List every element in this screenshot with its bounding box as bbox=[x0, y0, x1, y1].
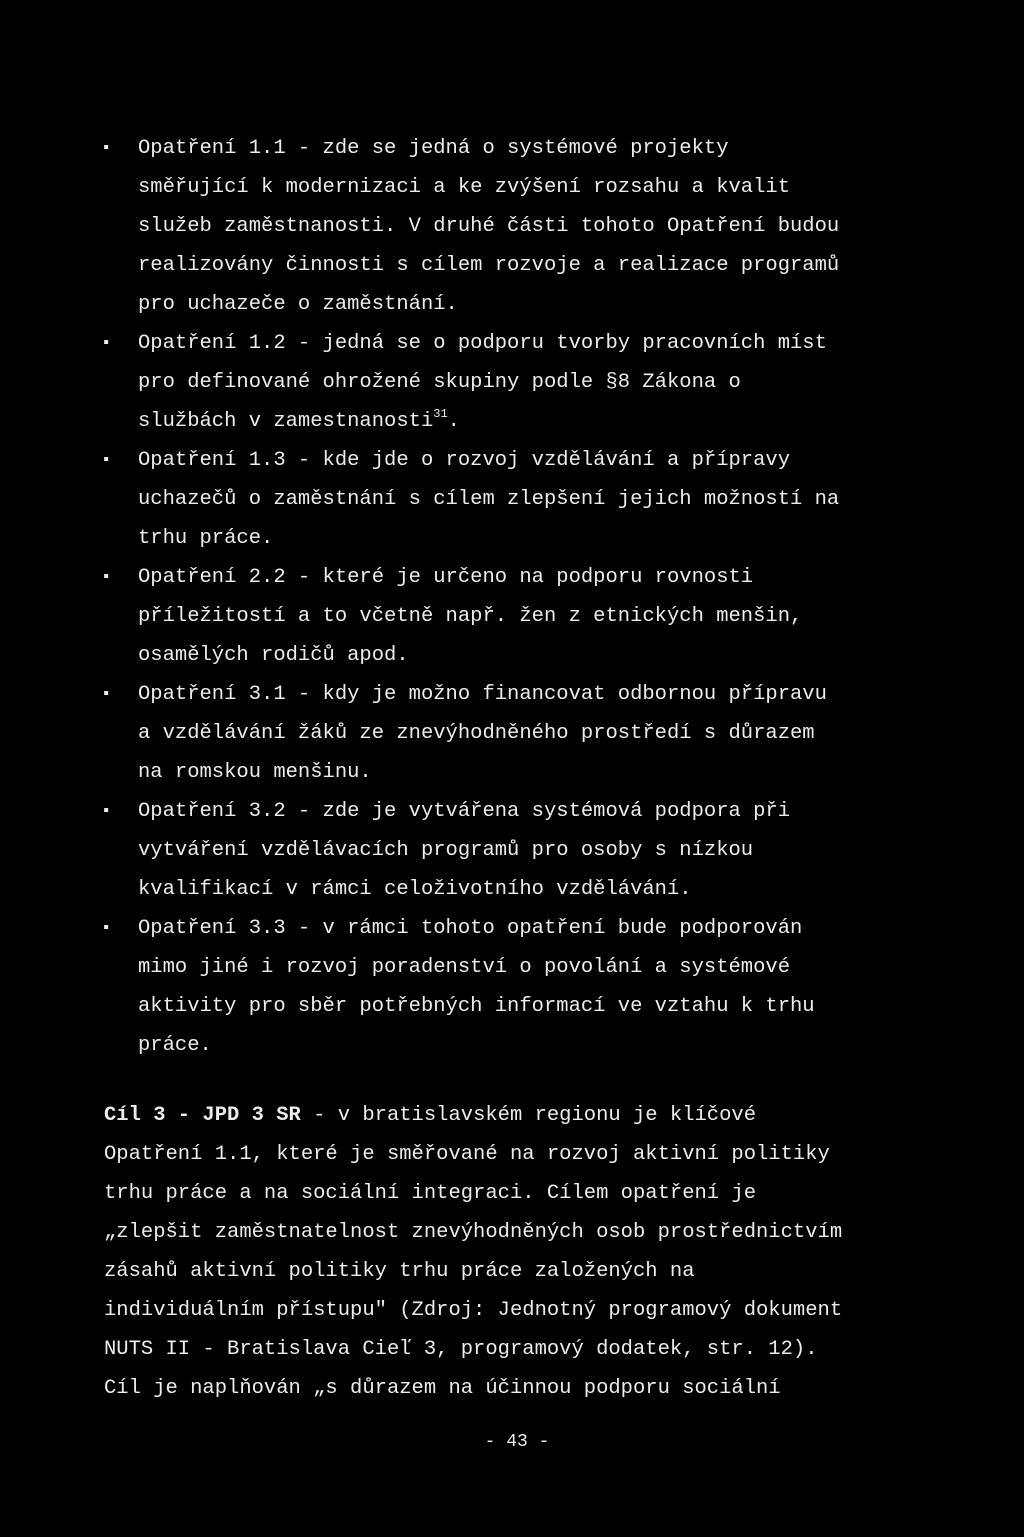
list-item bbox=[0, 441, 1024, 558]
bullet-icon: ▪ bbox=[101, 334, 111, 352]
text-line: příležitostí a to včetně např. žen z etnických menšin, bbox=[138, 605, 803, 628]
bullet-icon: ▪ bbox=[101, 802, 111, 820]
text-line: kvalifikací v rámci celoživotního vzdělávání. bbox=[138, 878, 692, 901]
text-line: realizovány činnosti s cílem rozvoje a realizace programů bbox=[138, 254, 840, 277]
text-line: Cíl je naplňován „s důrazem na účinnou podporu sociální bbox=[104, 1377, 781, 1400]
text-line: vytváření vzdělávacích programů pro osoby s nízkou bbox=[138, 839, 754, 862]
text-line: Opatření 2.2 - které je určeno na podporu rovnosti bbox=[138, 566, 754, 589]
text-line: a vzdělávání žáků ze znevýhodněného prostředí s důrazem bbox=[138, 722, 815, 745]
text-line: Opatření 3.1 - kdy je možno financovat odbornou přípravu bbox=[138, 683, 827, 706]
text-line: trhu práce a na sociální integraci. Cílem opatření je bbox=[104, 1182, 757, 1205]
list-item bbox=[0, 324, 1024, 441]
body-paragraph bbox=[104, 1096, 1004, 1408]
text-line: práce. bbox=[138, 1034, 212, 1057]
text-line: „zlepšit zaměstnatelnost znevýhodněných osob prostřednictvím bbox=[104, 1221, 843, 1244]
bullet-icon: ▪ bbox=[101, 685, 111, 703]
bullet-icon: ▪ bbox=[101, 451, 111, 469]
text-line: trhu práce. bbox=[138, 527, 274, 550]
bullet-icon: ▪ bbox=[101, 139, 111, 157]
text-line: Opatření 3.3 - v rámci tohoto opatření bude podporován bbox=[138, 917, 803, 940]
bold-lead: Cíl 3 - JPD 3 SR bbox=[104, 1104, 301, 1127]
list-item bbox=[0, 909, 1024, 1065]
text-line: Opatření 1.1, které je směřované na rozvoj aktivní politiky bbox=[104, 1143, 830, 1166]
footnote-ref: 31 bbox=[433, 407, 448, 421]
list-item bbox=[0, 792, 1024, 909]
measures-list bbox=[0, 129, 1024, 1065]
list-item bbox=[0, 675, 1024, 792]
text-line: služeb zaměstnanosti. V druhé části tohoto Opatření budou bbox=[138, 215, 840, 238]
text-line: aktivity pro sběr potřebných informací ve vztahu k trhu bbox=[138, 995, 815, 1018]
bullet-icon: ▪ bbox=[101, 568, 111, 586]
text-line: pro definované ohrožené skupiny podle §8 Zákona o bbox=[138, 371, 741, 394]
text-fragment: . bbox=[447, 410, 460, 433]
text-line: individuálním přístupu" (Zdroj: Jednotný programový dokument bbox=[104, 1299, 843, 1322]
text-line: zásahů aktivní politiky trhu práce založených na bbox=[104, 1260, 695, 1283]
text-line bbox=[138, 402, 964, 441]
text-line: Opatření 1.1 - zde se jedná o systémové projekty bbox=[138, 137, 729, 160]
text-fragment: - v bratislavském regionu je klíčové bbox=[300, 1104, 757, 1127]
bullet-icon: ▪ bbox=[101, 919, 111, 937]
text-line: mimo jiné i rozvoj poradenství o povolání a systémové bbox=[138, 956, 791, 979]
text-line: Opatření 3.2 - zde je vytvářena systémová podpora při bbox=[138, 800, 791, 823]
text-line: Opatření 1.3 - kde jde o rozvoj vzdělávání a přípravy bbox=[138, 449, 791, 472]
text-line: směřující k modernizaci a ke zvýšení rozsahu a kvalit bbox=[138, 176, 791, 199]
text-line: pro uchazeče o zaměstnání. bbox=[138, 293, 458, 316]
text-fragment: službách v zamestnanosti bbox=[138, 410, 434, 433]
text-line: na romskou menšinu. bbox=[138, 761, 372, 784]
list-item bbox=[0, 129, 1024, 324]
list-item bbox=[0, 558, 1024, 675]
text-line: osamělých rodičů apod. bbox=[138, 644, 409, 667]
text-line bbox=[104, 1096, 1004, 1135]
text-line: NUTS II - Bratislava Cieľ 3, programový dodatek, str. 12). bbox=[104, 1338, 818, 1361]
page-number: - 43 - bbox=[484, 1432, 550, 1452]
text-line: uchazečů o zaměstnání s cílem zlepšení jejich možností na bbox=[138, 488, 840, 511]
text-line: Opatření 1.2 - jedná se o podporu tvorby pracovních míst bbox=[138, 332, 827, 355]
